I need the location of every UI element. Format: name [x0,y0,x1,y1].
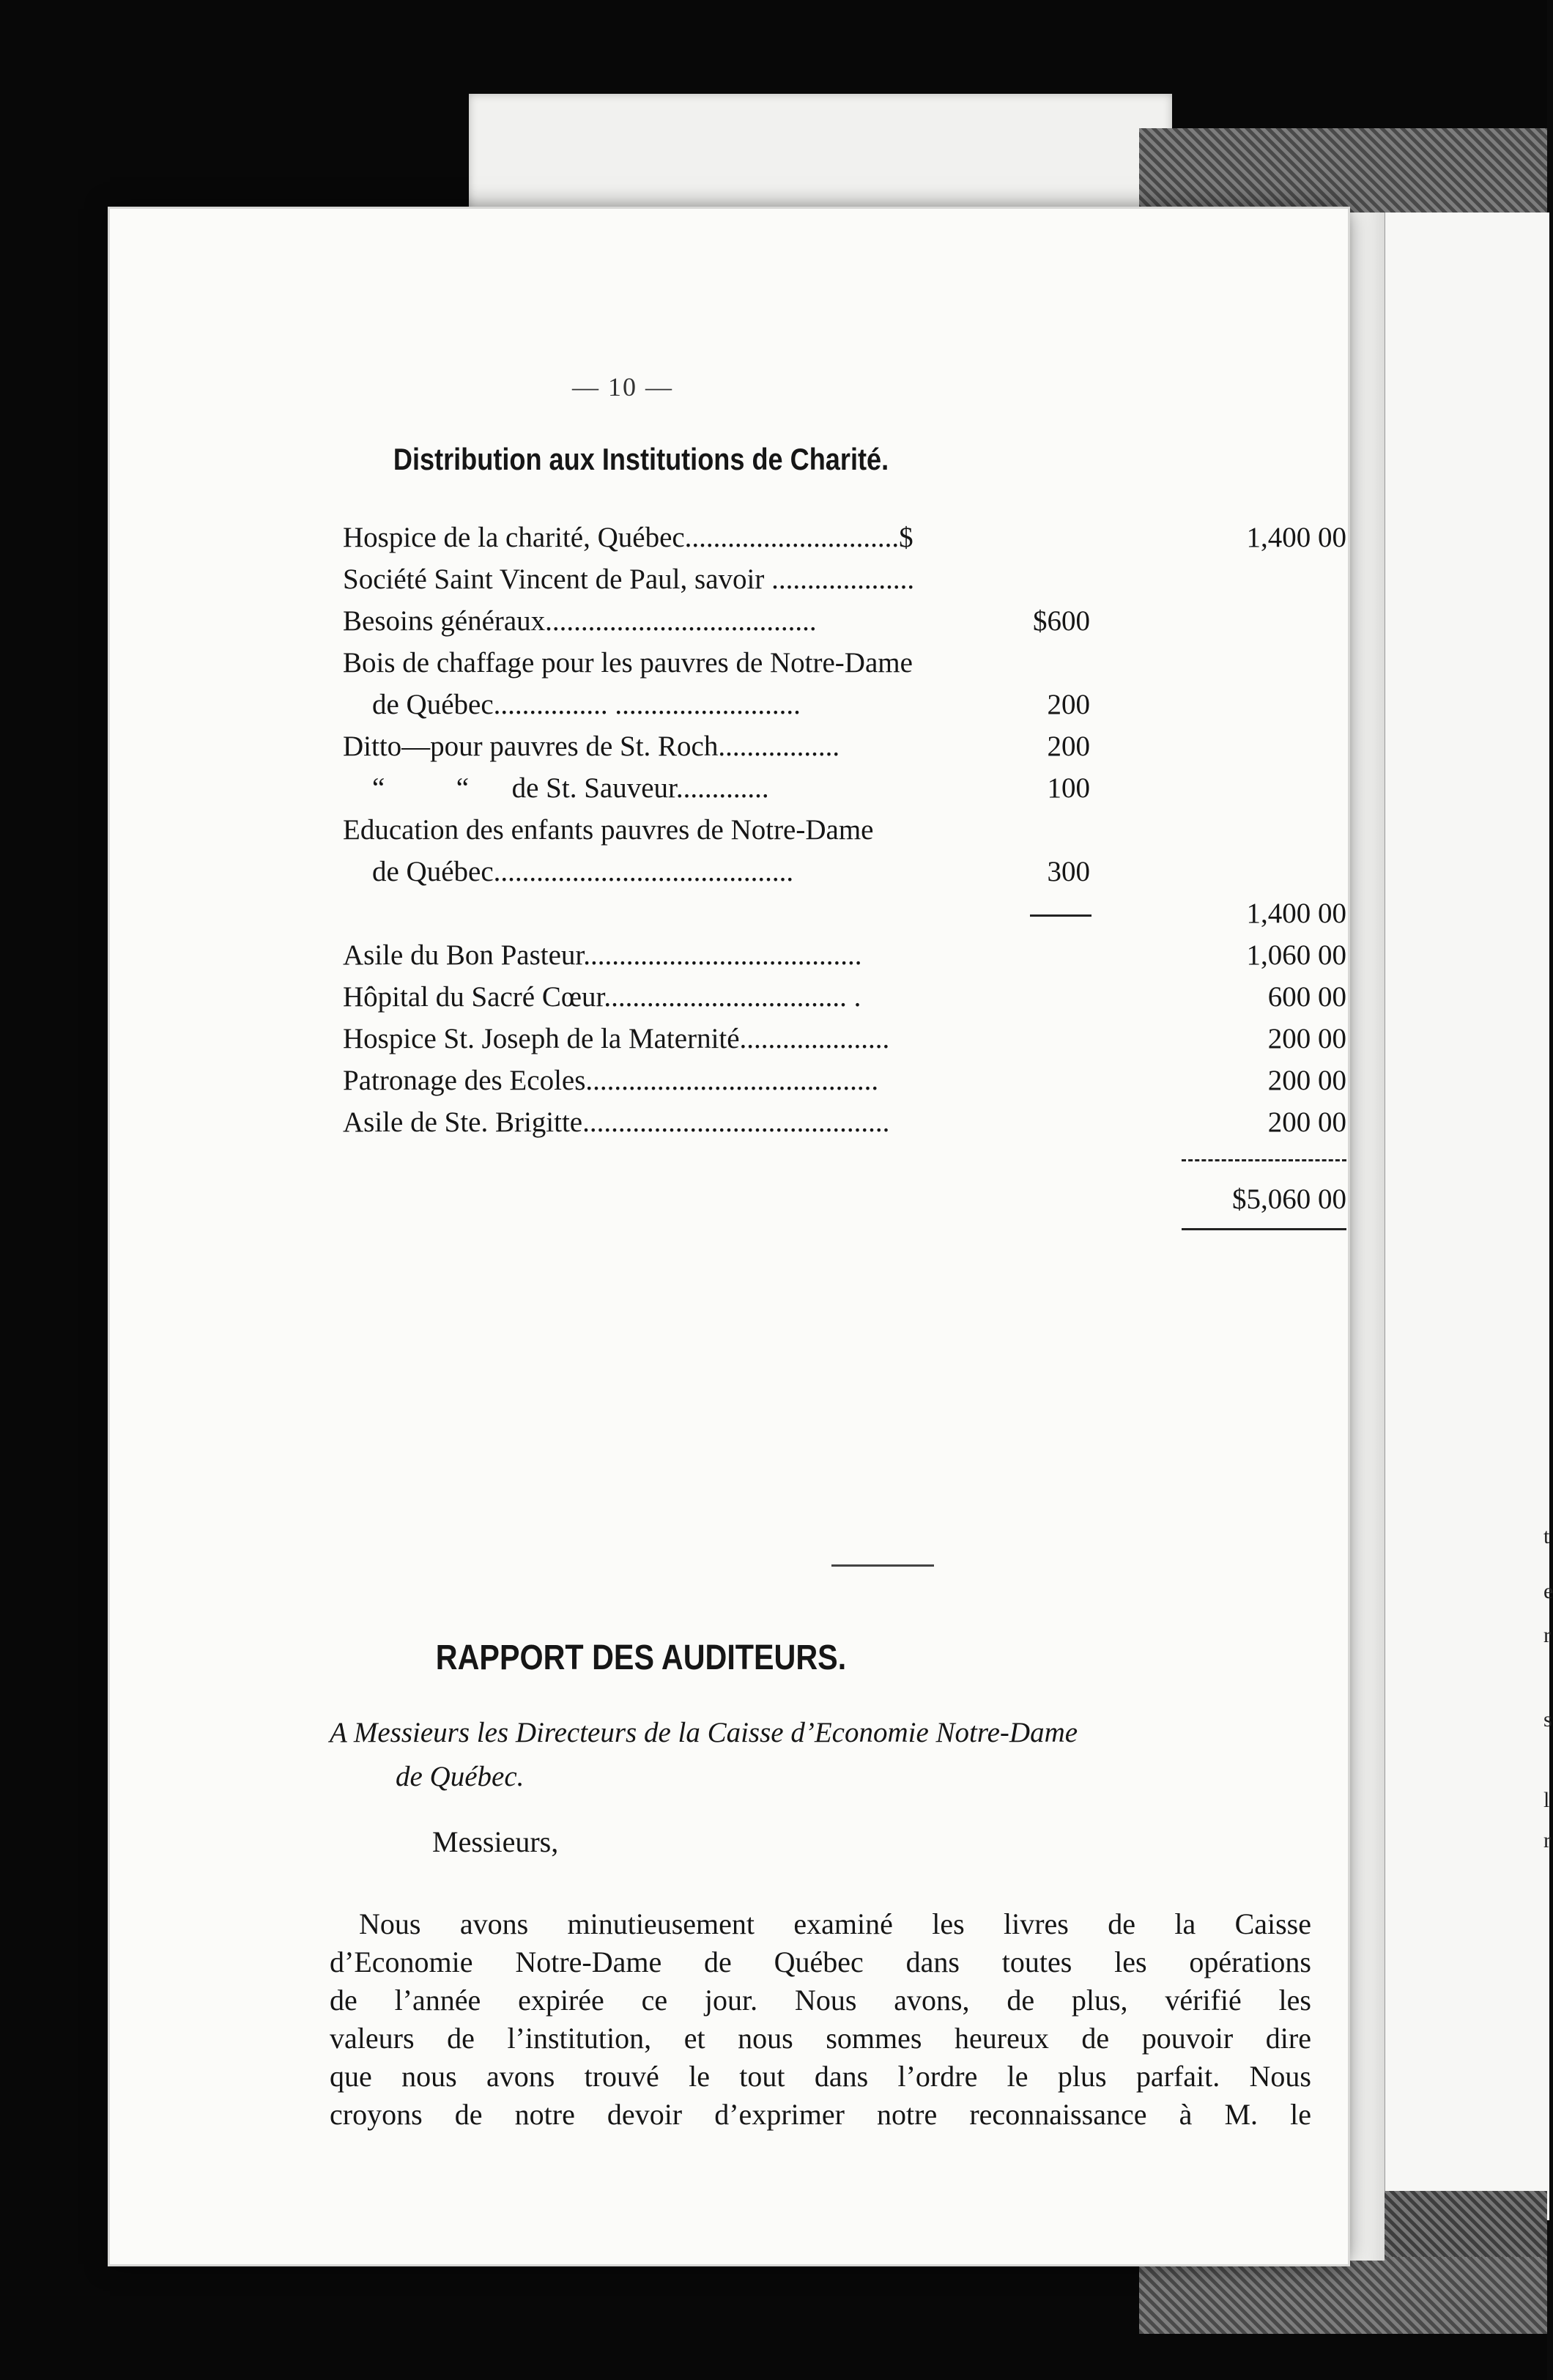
ledger-row-sacre-coeur [343,976,1346,1018]
address-line: A Messieurs les Directeurs de la Caisse d’Economie Notre-Dame [330,1717,1078,1748]
letter-body [330,1905,1311,2134]
ledger-row-ditto-roch [343,725,1346,767]
ledger-label: de Québec................ .......................... [372,689,801,720]
ledger-label: “ “ de St. Sauveur............. [372,772,769,804]
total-rule-bottom [1182,1228,1346,1230]
total-rule-top [1182,1159,1346,1161]
ledger-label: Ditto—pour pauvres de St. Roch................. [343,731,840,762]
ledger-subamount: 200 [1047,689,1090,720]
ledger-label: Asile du Bon Pasteur....................................... [343,939,862,971]
ledger-label: Hospice de la charité, Québec..............................$ [343,522,913,553]
ledger-amount: 600 00 [1267,981,1346,1013]
ledger-row-saint-vincent [343,558,1346,600]
underlying-sheet-top [469,94,1172,218]
ledger-label: Asile de Ste. Brigitte........................................... [343,1106,890,1138]
ledger-row-besoins [343,600,1346,642]
adjacent-page-fragment: r [1543,1623,1551,1647]
letter-salutation: Messieurs, [432,1825,559,1858]
ledger-row-ditto-sauveur [343,767,1346,809]
body-line: Nous avons minutieusement examiné les livres de la Caisse [359,1907,1311,1940]
section-divider [831,1564,934,1567]
ledger-label: Hospice St. Joseph de la Maternité..................... [343,1023,890,1054]
ledger-label: Société Saint Vincent de Paul, savoir .................... [343,563,915,595]
document-page [110,209,1348,2264]
ledger-row-ste-brigitte [343,1101,1346,1143]
ledger-amount: 200 00 [1267,1023,1346,1054]
ledger-amount: 200 00 [1267,1106,1346,1138]
body-line: que nous avons trouvé le tout dans l’ordre le plus parfait. Nous [330,2060,1311,2093]
ledger-label: Education des enfants pauvres de Notre-Dame [343,814,874,846]
ledger-label: de Québec.......................................... [372,856,794,887]
adjacent-page-fragment: e [1543,1579,1553,1603]
ledger-rule-row [343,1143,1346,1172]
letter-address [330,1711,1326,1799]
charity-ledger [343,517,1346,1238]
section-title-rapport: RAPPORT DES AUDITEURS. [435,1638,847,1677]
body-line: d’Economie Notre-Dame de Québec dans toutes les opérations [330,1945,1311,1978]
ledger-subamount: $600 [1033,605,1090,637]
page-number: — 10 — [572,372,673,402]
adjacent-page-fragment: t [1543,1524,1550,1548]
ledger-row-bois-cont [343,684,1346,725]
ledger-row-hospice [343,517,1346,558]
ledger-amount: 1,400 00 [1246,522,1346,553]
body-line: croyons de notre devoir d’exprimer notre reconnaissance à M. le [330,2098,1311,2131]
ledger-amount: 1,400 00 [1246,898,1346,929]
ledger-row-bois [343,642,1346,684]
ledger-subamount: 300 [1047,856,1090,887]
body-line: de l’année expirée ce jour. Nous avons, de plus, vérifié les [330,1984,1311,2017]
ledger-row-subtotal [343,892,1346,934]
section-title-distribution: Distribution aux Institutions de Charité. [393,442,889,476]
ledger-label: Patronage des Ecoles......................................... [343,1065,879,1096]
ledger-row-education [343,809,1346,851]
ledger-row-total [343,1172,1346,1224]
ledger-subamount: 200 [1047,731,1090,762]
body-line: valeurs de l’institution, et nous sommes heureux de pouvoir dire [330,2022,1311,2055]
adjacent-page-fragment: s [1543,1707,1552,1732]
ledger-row-bon-pasteur [343,934,1346,976]
ledger-subamount: 100 [1047,772,1090,804]
ledger-label: Bois de chaffage pour les pauvres de Notre-Dame [343,647,913,679]
adjacent-page-fragment: r [1543,1828,1551,1852]
ledger-total: $5,060 00 [1232,1183,1346,1215]
ledger-rule-row [343,1224,1346,1238]
adjacent-page-fragment: l [1543,1788,1550,1812]
subtotal-rule [1030,914,1091,917]
adjacent-page [1383,212,1553,2220]
ledger-amount: 1,060 00 [1246,939,1346,971]
ledger-label: Besoins généraux...................................... [343,605,817,637]
ledger-row-patronage [343,1060,1346,1101]
ledger-row-education-cont [343,851,1346,892]
ledger-label: Hôpital du Sacré Cœur.................................. . [343,981,861,1013]
ledger-amount: 200 00 [1267,1065,1346,1096]
ledger-row-st-joseph [343,1018,1346,1060]
address-line: de Québec. [396,1761,525,1792]
